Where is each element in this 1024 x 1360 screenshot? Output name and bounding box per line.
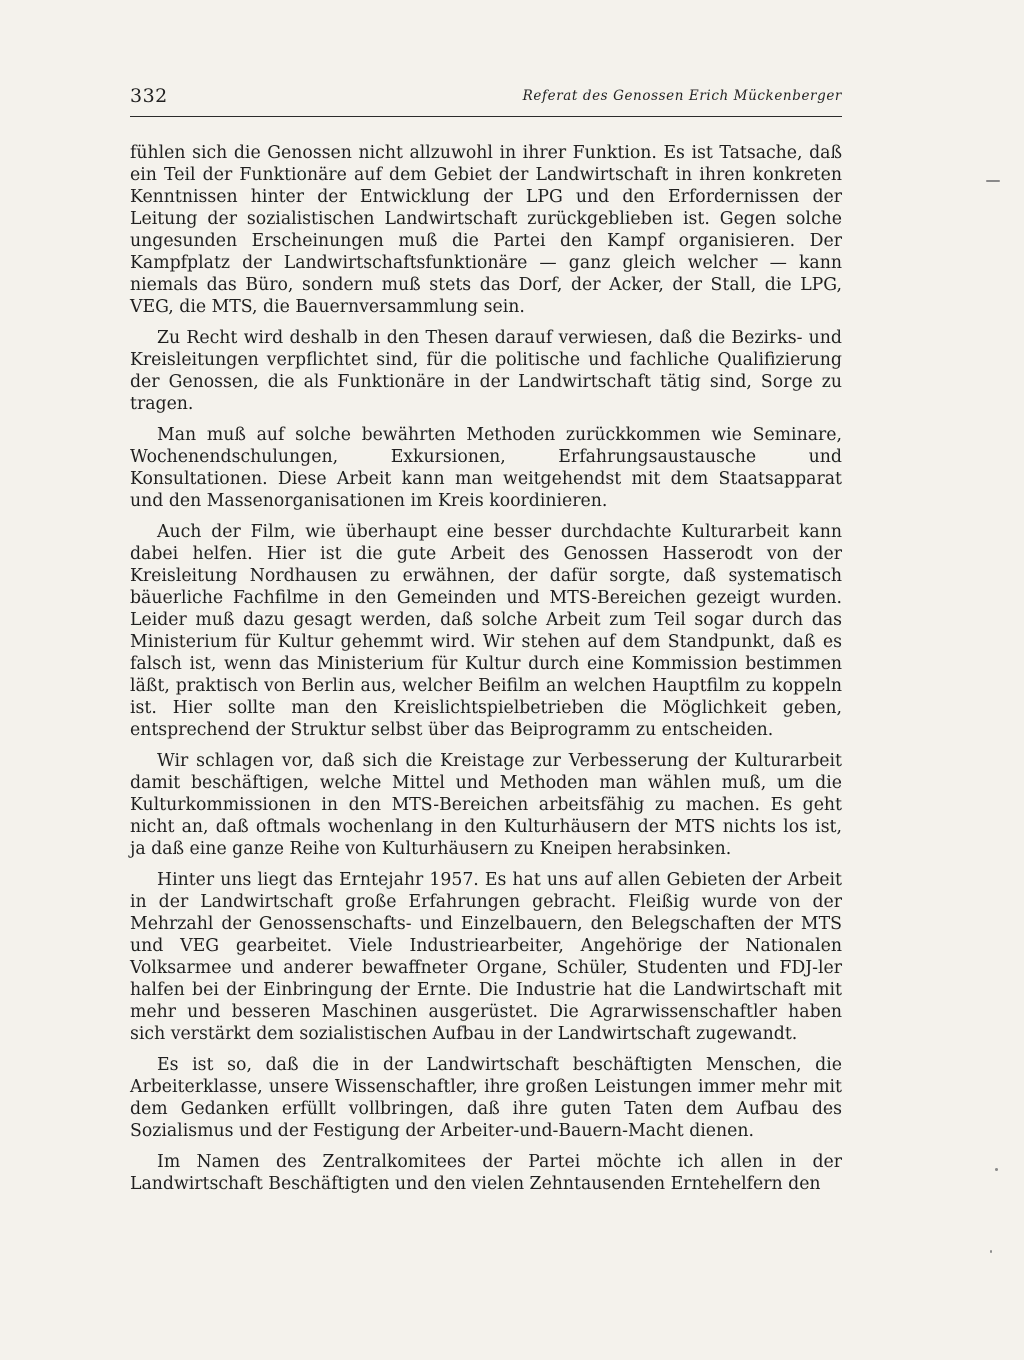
- paragraph: Es ist so, daß die in der Landwirtschaft beschäftigten Menschen, die Arbeiterklasse, unsere Wissenschaftler, ihre großen Leistungen immer mehr mit dem Gedanken erfüllt vollbringen, daß ihre guten Taten dem Aufbau des Sozialismus und der Festigung der Arbeiter-und-Bauern-Macht dienen.: [130, 1055, 842, 1141]
- paragraph: Man muß auf solche bewährten Methoden zurückkommen wie Seminare, Wochenendschulungen, Exkursionen, Erfahrungsaustausche und Konsultationen. Diese Arbeit kann man weitgehendst mit dem Staatsapparat und den Massenorganisationen im Kreis koordinieren.: [130, 425, 842, 511]
- running-title: Referat des Genossen Erich Mückenberger: [522, 88, 842, 104]
- paragraph: fühlen sich die Genossen nicht allzuwohl in ihrer Funktion. Es ist Tatsache, daß ein Teil der Funktionäre auf dem Gebiet der Landwirtschaft in ihren konkreten Kenntnissen hinter der Entwicklung der LPG und den Erfordernissen der Leitung der sozialistischen Landwirtschaft zurückgeblieben ist. Gegen solche ungesunden Erscheinungen muß die Partei den Kampf organisieren. Der Kampfplatz der Landwirtschaftsfunktionäre — ganz gleich welcher — kann niemals das Büro, sondern muß stets das Dorf, der Acker, der Stall, die LPG, VEG, die MTS, die Bauernversammlung sein.: [130, 143, 842, 317]
- paragraph: Im Namen des Zentralkomitees der Partei möchte ich allen in der Landwirtschaft Beschäftigten und den vielen Zehntausenden Erntehelfern den: [130, 1152, 842, 1194]
- scan-speck: [995, 1168, 998, 1171]
- page-header: [130, 82, 842, 117]
- paragraph: Auch der Film, wie überhaupt eine besser durchdachte Kulturarbeit kann dabei helfen. Hier ist die gute Arbeit des Genossen Hasserodt von der Kreisleitung Nordhausen zu erwähnen, der dafür sorgte, daß systematisch bäuerliche Fachfilme in den Gemeinden und MTS-Bereichen gezeigt wurden. Leider muß dazu gesagt werden, daß solche Arbeit zum Teil sogar durch das Ministerium für Kultur gehemmt wird. Wir stehen auf dem Standpunkt, daß es falsch ist, wenn das Ministerium für Kultur durch eine Kommission bestimmen läßt, praktisch von Berlin aus, welcher Beifilm an welchen Hauptfilm zu koppeln ist. Hier sollte man den Kreislichtspielbetrieben die Möglichkeit geben, entsprechend der Struktur selbst über das Beiprogramm zu entscheiden.: [130, 522, 842, 740]
- scan-speck: [986, 180, 1000, 182]
- scan-speck: [990, 1250, 992, 1253]
- page-number: 332: [130, 85, 168, 107]
- paragraph: Zu Recht wird deshalb in den Thesen darauf verwiesen, daß die Bezirks- und Kreisleitungen verpflichtet sind, für die politische und fachliche Qualifizierung der Genossen, die als Funktionäre in der Landwirtschaft tätig sind, Sorge zu tragen.: [130, 328, 842, 414]
- paragraph: Hinter uns liegt das Erntejahr 1957. Es hat uns auf allen Gebieten der Arbeit in der Landwirtschaft große Erfahrungen gebracht. Fleißig wurde von der Mehrzahl der Genossenschafts- und Einzelbauern, den Belegschaften der MTS und VEG gearbeitet. Viele Industriearbeiter, Angehörige der Nationalen Volksarmee und anderer bewaffneter Organe, Schüler, Studenten und FDJ-ler halfen bei der Einbringung der Ernte. Die Industrie hat die Landwirtschaft mit mehr und besseren Maschinen ausgerüstet. Die Agrarwissenschaftler haben sich verstärkt dem sozialistischen Aufbau in der Landwirtschaft zugewandt.: [130, 870, 842, 1044]
- paragraph: Wir schlagen vor, daß sich die Kreistage zur Verbesserung der Kulturarbeit damit beschäftigen, welche Mittel und Methoden man wählen muß, um die Kulturkommissionen in den MTS-Bereichen arbeitsfähig zu machen. Es geht nicht an, daß oftmals wochenlang in den Kulturhäusern der MTS nichts los ist, ja daß eine ganze Reihe von Kulturhäusern zu Kneipen herabsinken.: [130, 751, 842, 859]
- body-text: [130, 142, 842, 1204]
